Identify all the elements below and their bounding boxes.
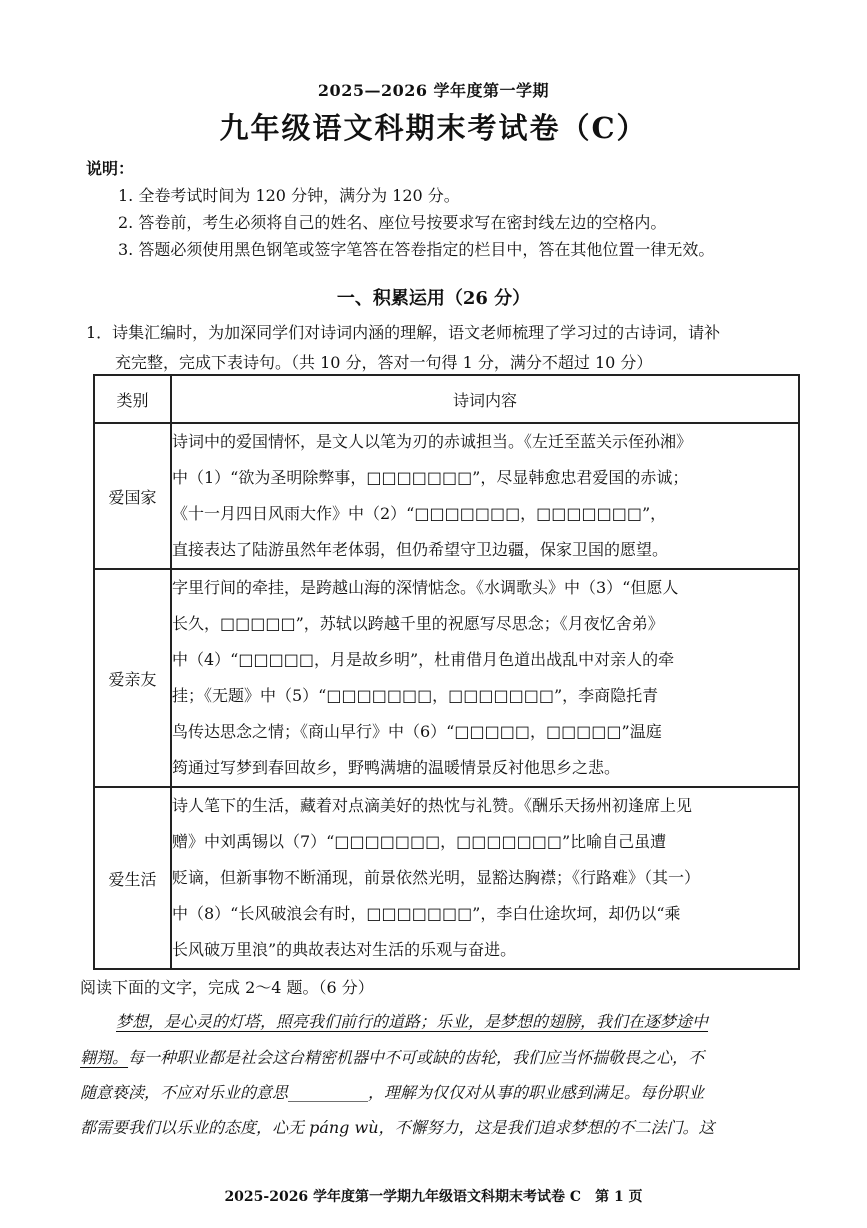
table-header-row <box>94 375 799 423</box>
passage-line-2 <box>80 1045 805 1068</box>
notes-heading: 说明： <box>86 159 135 178</box>
content-line: 筠通过写梦到春回故乡，野鸭满塘的温暖情景反衬他思乡之悲。 <box>172 758 621 777</box>
column-header-content: 诗词内容 <box>171 375 799 423</box>
content-line: 长风破万里浪”的典故表达对生活的乐观与奋进。 <box>172 940 517 959</box>
poetry-table <box>93 374 800 970</box>
table-row <box>94 787 799 969</box>
content-line: 诗词中的爱国情怀，是文人以笔为刃的赤诚担当。《左迁至蓝关示侄孙湘》 <box>172 432 693 451</box>
note-item-1: 1. 全卷考试时间为 120 分钟，满分为 120 分。 <box>118 186 460 205</box>
content-line: 长久，□□□□□”，苏轼以跨越千里的祝愿写尽思念；《月夜忆舍弟》 <box>172 614 664 633</box>
content-line: 中（1）“欲为圣明除弊事，□□□□□□□”，尽显韩愈忠君爱国的赤诚； <box>172 468 689 487</box>
content-cell <box>171 787 799 969</box>
passage-underlined-text: 梦想，是心灵的灯塔，照亮我们前行的道路；乐业，是梦想的翅膀，我们在逐梦途中 <box>116 1012 709 1031</box>
reading-instructions: 阅读下面的文字，完成 2～4 题。（6 分） <box>80 978 374 997</box>
section-heading: 一、积累运用（26 分） <box>336 288 531 309</box>
content-line: 诗人笔下的生活，藏着对点滴美好的热忱与礼赞。《酬乐天扬州初逢席上见 <box>172 796 693 815</box>
exam-title: 九年级语文科期末考试卷（C） <box>219 111 648 145</box>
category-cell: 爱国家 <box>94 423 171 569</box>
content-line: 直接表达了陆游虽然年老体弱，但仍希望守卫边疆，保家卫国的愿望。 <box>172 540 669 559</box>
question-1-line-2: 充完整，完成下表诗句。（共 10 分，答对一句得 1 分，满分不超过 10 分） <box>115 353 653 372</box>
content-line: 贬谪，但新事物不断涌现，前景依然光明，显豁达胸襟；《行路难》（其一） <box>172 868 701 887</box>
content-line: 中（8）“长风破浪会有时，□□□□□□□”，李白仕途坎坷，却仍以“乘 <box>172 904 681 923</box>
note-item-3: 3. 答题必须使用黑色钢笔或签字笔答在答卷指定的栏目中，答在其他位置一律无效。 <box>118 240 715 259</box>
content-line: 中（4）“□□□□□，月是故乡明”，杜甫借月色道出战乱中对亲人的牵 <box>172 650 675 669</box>
table-row <box>94 423 799 569</box>
content-cell <box>171 569 799 787</box>
content-line: 赠》中刘禹锡以（7）“□□□□□□□，□□□□□□□”比喻自己虽遭 <box>172 832 667 851</box>
content-cell <box>171 423 799 569</box>
category-cell: 爱亲友 <box>94 569 171 787</box>
passage-line-4: 都需要我们以乐业的态度，心无 páng wù，不懈努力，这是我们追求梦想的不二法门。这 <box>80 1118 715 1137</box>
question-1-line-1: 1．诗集汇编时，为加深同学们对诗词内涵的理解，语文老师梳理了学习过的古诗词，请补 <box>86 323 721 342</box>
content-line: 《十一月四日风雨大作》中（2）“□□□□□□□，□□□□□□□”， <box>172 504 667 523</box>
passage-line-1 <box>80 1009 805 1032</box>
passage-underlined-text: 翱翔。 <box>80 1048 129 1067</box>
passage-text: 每一种职业都是社会这台精密机器中不可或缺的齿轮，我们应当怀揣敬畏之心，不 <box>128 1048 705 1067</box>
passage-line-3: 随意亵渎，不应对乐业的意思__________，理解为仅仅对从事的职业感到满足。每份职业 <box>80 1083 705 1102</box>
page-footer: 2025-2026 学年度第一学期九年级语文科期末考试卷 C 第 1 页 <box>224 1189 643 1205</box>
content-line: 字里行间的牵挂，是跨越山海的深情惦念。《水调歌头》中（3）“但愿人 <box>172 578 679 597</box>
content-line: 挂；《无题》中（5）“□□□□□□□，□□□□□□□”，李商隐托青 <box>172 686 659 705</box>
category-cell: 爱生活 <box>94 787 171 969</box>
note-item-2: 2. 答卷前，考生必须将自己的姓名、座位号按要求写在密封线左边的空格内。 <box>118 213 667 232</box>
table-row <box>94 569 799 787</box>
school-year-title: 2025—2026 学年度第一学期 <box>317 81 550 100</box>
content-line: 鸟传达思念之情；《商山早行》中（6）“□□□□□，□□□□□”温庭 <box>172 722 662 741</box>
column-header-category: 类别 <box>94 375 171 423</box>
